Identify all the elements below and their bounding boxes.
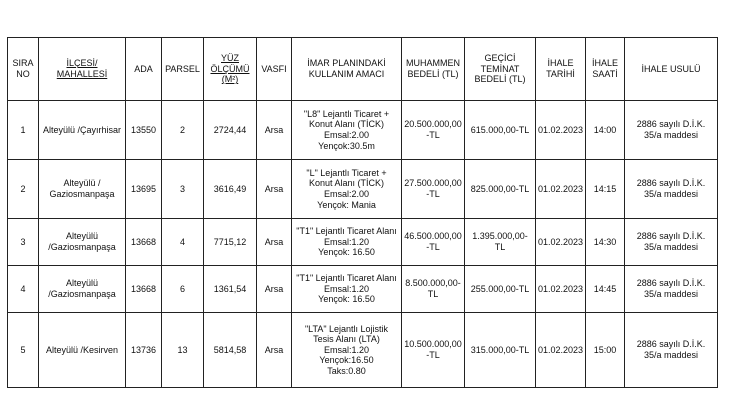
cell-ilce: Alteyülü /Çayırhisar xyxy=(39,101,126,160)
cell-saat: 14:15 xyxy=(586,160,625,219)
cell-ada: 13668 xyxy=(126,266,162,313)
cell-tarih: 01.02.2023 xyxy=(536,313,586,388)
table-row xyxy=(8,313,718,388)
cell-sira: 5 xyxy=(8,313,39,388)
cell-imar: "L8" Lejantlı Ticaret + Konut Alanı (TİCK) Emsal:2.00 Yençok:30.5m xyxy=(292,101,402,160)
cell-teminat: 315.000,00-TL xyxy=(465,313,536,388)
cell-parsel: 2 xyxy=(162,101,204,160)
cell-ada: 13695 xyxy=(126,160,162,219)
header-parsel: PARSEL xyxy=(162,38,204,101)
table-row xyxy=(8,219,718,266)
cell-sira: 2 xyxy=(8,160,39,219)
cell-parsel: 3 xyxy=(162,160,204,219)
cell-saat: 14:45 xyxy=(586,266,625,313)
cell-vasfi: Arsa xyxy=(257,160,292,219)
cell-yuz-olcumu: 2724,44 xyxy=(204,101,257,160)
cell-muhammen: 10.500.000,00 -TL xyxy=(402,313,465,388)
cell-usul: 2886 sayılı D.İ.K. 35/a maddesi xyxy=(625,219,718,266)
cell-ada: 13736 xyxy=(126,313,162,388)
cell-teminat: 615.000,00-TL xyxy=(465,101,536,160)
header-row xyxy=(8,38,718,101)
cell-muhammen: 20.500.000,00 -TL xyxy=(402,101,465,160)
header-ihale-usulu: İHALE USULÜ xyxy=(625,38,718,101)
cell-vasfi: Arsa xyxy=(257,101,292,160)
cell-saat: 15:00 xyxy=(586,313,625,388)
cell-saat: 14:30 xyxy=(586,219,625,266)
cell-imar: "T1" Lejantlı Ticaret Alanı Emsal:1.20 Yençok: 16.50 xyxy=(292,266,402,313)
cell-imar: "LTA" Lejantlı Lojistik Tesis Alanı (LTA) Emsal:1.20 Yençok:16.50 Taks:0.80 xyxy=(292,313,402,388)
cell-ilce: Alteyülü /Gaziosmanpaşa xyxy=(39,266,126,313)
header-gecici-teminat: GEÇİCİ TEMİNAT BEDELİ (TL) xyxy=(465,38,536,101)
cell-usul: 2886 sayılı D.İ.K. 35/a maddesi xyxy=(625,101,718,160)
cell-tarih: 01.02.2023 xyxy=(536,160,586,219)
cell-teminat: 1.395.000,00-TL xyxy=(465,219,536,266)
header-ihale-saati: İHALE SAATİ xyxy=(586,38,625,101)
table-row xyxy=(8,266,718,313)
cell-ilce: Alteyülü /Kesirven xyxy=(39,313,126,388)
cell-saat: 14:00 xyxy=(586,101,625,160)
cell-muhammen: 27.500.000,00 -TL xyxy=(402,160,465,219)
cell-usul: 2886 sayılı D.İ.K. 35/a maddesi xyxy=(625,266,718,313)
cell-parsel: 13 xyxy=(162,313,204,388)
cell-ilce: Alteyülü /Gaziosmanpaşa xyxy=(39,219,126,266)
header-sira-no: SIRA NO xyxy=(8,38,39,101)
header-ada: ADA xyxy=(126,38,162,101)
header-ihale-tarihi: İHALE TARİHİ xyxy=(536,38,586,101)
header-yuz-olcumu: YÜZ ÖLÇÜMÜ (M²) xyxy=(204,38,257,101)
header-imar-plani: İMAR PLANINDAKİ KULLANIM AMACI xyxy=(292,38,402,101)
header-vasfi: VASFI xyxy=(257,38,292,101)
cell-yuz-olcumu: 7715,12 xyxy=(204,219,257,266)
cell-yuz-olcumu: 5814,58 xyxy=(204,313,257,388)
cell-yuz-olcumu: 1361,54 xyxy=(204,266,257,313)
header-muhammen-bedeli: MUHAMMEN BEDELİ (TL) xyxy=(402,38,465,101)
cell-yuz-olcumu: 3616,49 xyxy=(204,160,257,219)
table-row xyxy=(8,160,718,219)
cell-usul: 2886 sayılı D.İ.K. 35/a maddesi xyxy=(625,313,718,388)
cell-vasfi: Arsa xyxy=(257,219,292,266)
cell-vasfi: Arsa xyxy=(257,313,292,388)
cell-tarih: 01.02.2023 xyxy=(536,219,586,266)
header-ilce-mahalle: İLÇESİ/ MAHALLESİ xyxy=(39,38,126,101)
table-row xyxy=(8,101,718,160)
cell-parsel: 4 xyxy=(162,219,204,266)
cell-tarih: 01.02.2023 xyxy=(536,101,586,160)
cell-teminat: 255.000,00-TL xyxy=(465,266,536,313)
cell-muhammen: 8.500.000,00- TL xyxy=(402,266,465,313)
cell-parsel: 6 xyxy=(162,266,204,313)
cell-imar: "T1" Lejantlı Ticaret Alanı Emsal:1.20 Yençok: 16.50 xyxy=(292,219,402,266)
cell-sira: 4 xyxy=(8,266,39,313)
tender-table-container xyxy=(7,37,718,388)
cell-imar: "L" Lejantlı Ticaret + Konut Alanı (TİCK) Emsal:2.00 Yençok: Mania xyxy=(292,160,402,219)
cell-ada: 13550 xyxy=(126,101,162,160)
cell-sira: 3 xyxy=(8,219,39,266)
cell-ilce: Alteyülü / Gaziosmanpaşa xyxy=(39,160,126,219)
cell-teminat: 825.000,00-TL xyxy=(465,160,536,219)
tender-table xyxy=(7,37,718,388)
cell-muhammen: 46.500.000,00 -TL xyxy=(402,219,465,266)
cell-vasfi: Arsa xyxy=(257,266,292,313)
cell-usul: 2886 sayılı D.İ.K. 35/a maddesi xyxy=(625,160,718,219)
cell-tarih: 01.02.2023 xyxy=(536,266,586,313)
cell-ada: 13668 xyxy=(126,219,162,266)
cell-sira: 1 xyxy=(8,101,39,160)
